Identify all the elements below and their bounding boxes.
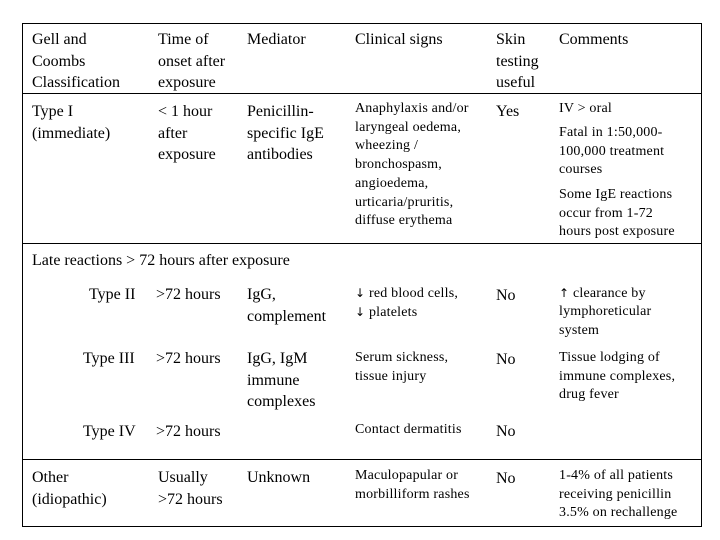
type3-onset: >72 hours bbox=[156, 350, 221, 367]
header-classification: Gell and Coombs Classification bbox=[32, 31, 120, 91]
header-clinical-signs: Clinical signs bbox=[355, 31, 443, 48]
type2-classification: Type II bbox=[89, 286, 136, 303]
header-skin-testing: Skin testing useful bbox=[496, 31, 539, 91]
late-reactions-heading: Late reactions > 72 hours after exposure bbox=[32, 252, 290, 269]
type3-comments: Tissue lodging of immune complexes, drug fever bbox=[559, 350, 676, 402]
type2-comment-rest: lymphoreticular system bbox=[559, 304, 652, 338]
other-divider bbox=[22, 459, 702, 460]
other-comments: 1-4% of all patients receiving penicillin 3.5% on rechallenge bbox=[559, 468, 678, 520]
type1-clinical-signs: Anaphylaxis and/or laryngeal oedema, wheezing / bronchospasm, angioedema, urticaria/pruritis, diffuse erythema bbox=[355, 101, 469, 229]
type1-mediator: Penicillin- specific IgE antibodies bbox=[247, 103, 324, 163]
header-divider bbox=[22, 93, 702, 94]
other-clinical-signs: Maculopapular or morbilliform rashes bbox=[355, 468, 470, 502]
type2-comment-clearance: clearance by bbox=[572, 286, 646, 301]
type2-clinical-platelets: platelets bbox=[368, 305, 418, 320]
up-arrow-icon: ↑ bbox=[559, 286, 570, 300]
header-onset: Time of onset after exposure bbox=[158, 31, 226, 91]
other-classification: Other (idiopathic) bbox=[32, 469, 107, 508]
type2-skin-testing: No bbox=[496, 287, 516, 304]
type4-onset: >72 hours bbox=[156, 423, 221, 440]
other-mediator: Unknown bbox=[247, 469, 311, 486]
late-reactions-divider bbox=[22, 243, 702, 244]
type2-mediator: IgG, complement bbox=[247, 286, 327, 325]
type1-comment-late-ige: Some IgE reactions occur from 1-72 hours post exposure bbox=[559, 187, 675, 239]
type1-onset: < 1 hour after exposure bbox=[158, 103, 216, 163]
type2-clinical-line-1 bbox=[355, 284, 458, 304]
type1-comment-fatality: Fatal in 1:50,000- 100,000 treatment courses bbox=[559, 125, 665, 177]
type1-classification: Type I (immediate) bbox=[32, 103, 111, 142]
type2-comment-line-1 bbox=[559, 284, 646, 304]
type4-clinical-signs: Contact dermatitis bbox=[355, 422, 462, 437]
type3-classification: Type III bbox=[83, 350, 135, 367]
table-border bbox=[22, 23, 702, 527]
type2-onset: >72 hours bbox=[156, 286, 221, 303]
type3-mediator: IgG, IgM immune complexes bbox=[247, 350, 316, 410]
type4-classification: Type IV bbox=[83, 423, 136, 440]
header-comments: Comments bbox=[559, 31, 629, 48]
down-arrow-icon: ↓ bbox=[355, 305, 366, 319]
type1-skin-testing: Yes bbox=[496, 103, 520, 120]
down-arrow-icon: ↓ bbox=[355, 286, 366, 300]
header-mediator: Mediator bbox=[247, 31, 306, 48]
type2-clinical-line-2 bbox=[355, 303, 417, 323]
other-onset: Usually >72 hours bbox=[158, 469, 223, 508]
type1-comment-route: IV > oral bbox=[559, 101, 612, 116]
type3-clinical-signs: Serum sickness, tissue injury bbox=[355, 350, 449, 384]
type2-clinical-rbc: red blood cells, bbox=[368, 286, 459, 301]
type4-skin-testing: No bbox=[496, 423, 516, 440]
type3-skin-testing: No bbox=[496, 351, 516, 368]
other-skin-testing: No bbox=[496, 470, 516, 487]
